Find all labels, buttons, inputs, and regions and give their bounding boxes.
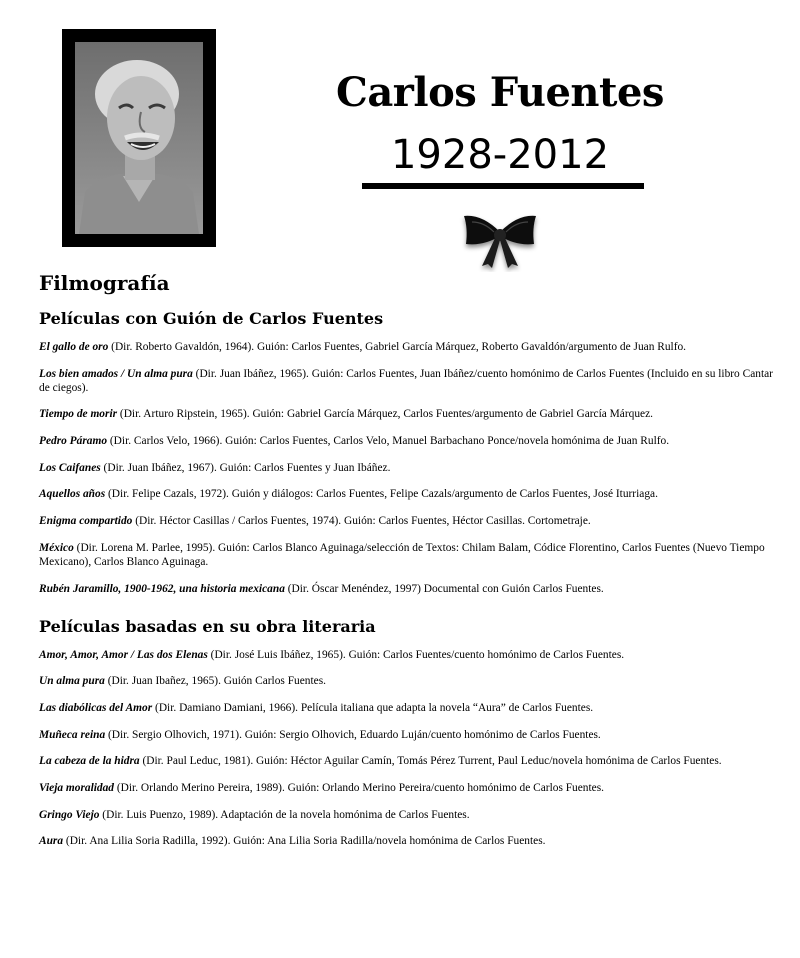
film-title: Vieja moralidad [39,781,114,794]
film-entry [39,674,779,688]
film-title: La cabeza de la hidra [39,755,140,768]
film-details: (Dir. Luis Puenzo, 1989). Adaptación de la novela homónima de Carlos Fuentes. [99,808,470,821]
film-title: Amor, Amor, Amor / Las dos Elenas [39,648,208,661]
film-title: Gringo Viejo [39,808,100,821]
film-entry [39,808,779,822]
film-title: México [39,541,74,554]
film-entry [39,367,779,395]
film-details: (Dir. Héctor Casillas / Carlos Fuentes, 1974). Guión: Carlos Fuentes, Héctor Casillas. Cortometraje. [132,515,591,528]
film-entry [39,834,779,848]
film-details: (Dir. Lorena M. Parlee, 1995). Guión: Carlos Blanco Aguinaga/selección de Textos: Chilam Balam, Códice Florentino, Carlos Fuentes (Nuevo Tiempo Mexicano), Carlos Blanco Aguinaga. [39,541,765,568]
film-title: Enigma compartido [39,515,133,528]
film-entry [39,781,779,795]
film-details: (Dir. Juan Ibañez, 1965). Guión Carlos Fuentes. [104,675,326,688]
film-title: Un alma pura [39,675,105,688]
film-details: (Dir. Arturo Ripstein, 1965). Guión: Gabriel García Márquez, Carlos Fuentes/argumento de Gabriel García Márquez. [117,408,653,421]
film-title: Las diabólicas del Amor [39,701,153,714]
film-title: Muñeca reina [39,728,106,741]
film-details: (Dir. Óscar Menéndez, 1997) Documental con Guión Carlos Fuentes. [284,582,604,595]
adaptation-list [39,648,779,849]
film-title: Los Caifanes [39,461,101,474]
film-entry [39,407,779,421]
film-title: Aura [39,835,64,848]
film-entry [39,514,779,528]
filmography-title: Filmografía [39,271,170,295]
film-details: (Dir. Felipe Cazals, 1972). Guión y diálogos: Carlos Fuentes, Felipe Cazals/argumento de Carlos Fuentes, José Iturriaga. [105,488,658,501]
portrait-photo [75,42,203,234]
film-entry [39,728,779,742]
film-details: (Dir. Juan Ibáñez, 1967). Guión: Carlos Fuentes y Juan Ibáñez. [100,461,391,474]
film-entry [39,487,779,501]
film-details: (Dir. Roberto Gavaldón, 1964). Guión: Carlos Fuentes, Gabriel García Márquez, Roberto Gavaldón/argumento de Juan Rulfo. [108,341,687,353]
film-title: Rubén Jaramillo, 1900-1962, una historia mexicana [39,582,285,595]
film-details: (Dir. Paul Leduc, 1981). Guión: Héctor Aguilar Camín, Tomás Pérez Turrent, Paul Leduc/novela homónima de Carlos Fuentes. [139,755,722,768]
screenplay-list [39,340,779,596]
film-title: Tiempo de morir [39,408,118,421]
film-details: (Dir. Ana Lilia Soria Radilla, 1992). Guión: Ana Lilia Soria Radilla/novela homónima de Carlos Fuentes. [63,835,546,848]
film-entry [39,701,779,715]
life-years: 1928-2012 [390,132,610,178]
portrait-frame [62,29,216,247]
film-details: (Dir. Damiano Damiani, 1966). Película italiana que adapta la novela “Aura” de Carlos Fuentes. [152,701,594,714]
film-entry [39,582,779,596]
film-details: (Dir. Carlos Velo, 1966). Guión: Carlos Fuentes, Carlos Velo, Manuel Barbachano Ponce/novela homónima de Juan Rulfo. [107,435,670,448]
film-details: (Dir. José Luis Ibáñez, 1965). Guión: Carlos Fuentes/cuento homónimo de Carlos Fuentes. [207,648,625,661]
film-entry [39,541,779,569]
film-entry [39,461,779,475]
film-title: Pedro Páramo [39,435,108,448]
film-entry [39,754,779,768]
section-heading-adaptations: Películas basadas en su obra literaria [39,616,376,636]
film-entry [39,648,779,662]
mourning-ribbon-icon [458,208,542,272]
film-entry [39,434,779,448]
person-name: Carlos Fuentes [336,69,664,116]
film-title: Aquellos años [39,488,106,501]
film-details: (Dir. Sergio Olhovich, 1971). Guión: Sergio Olhovich, Eduardo Luján/cuento homónimo de Carlos Fuentes. [105,728,601,741]
film-details: (Dir. Juan Ibáñez, 1965). Guión: Carlos Fuentes, Juan Ibáñez/cuento homónimo de Carlos Fuentes (Incluido en su libro Cantar de ciegos). [39,367,773,394]
film-title: El gallo de oro [39,341,109,353]
portrait-illustration [75,42,203,234]
film-title: Los bien amados / Un alma pura [39,367,193,380]
filmography-section [39,268,779,861]
film-details: (Dir. Orlando Merino Pereira, 1989). Guión: Orlando Merino Pereira/cuento homónimo de Carlos Fuentes. [114,781,605,794]
section-heading-screenplays: Películas con Guión de Carlos Fuentes [39,309,384,328]
title-divider [362,183,644,189]
film-entry [39,340,779,354]
